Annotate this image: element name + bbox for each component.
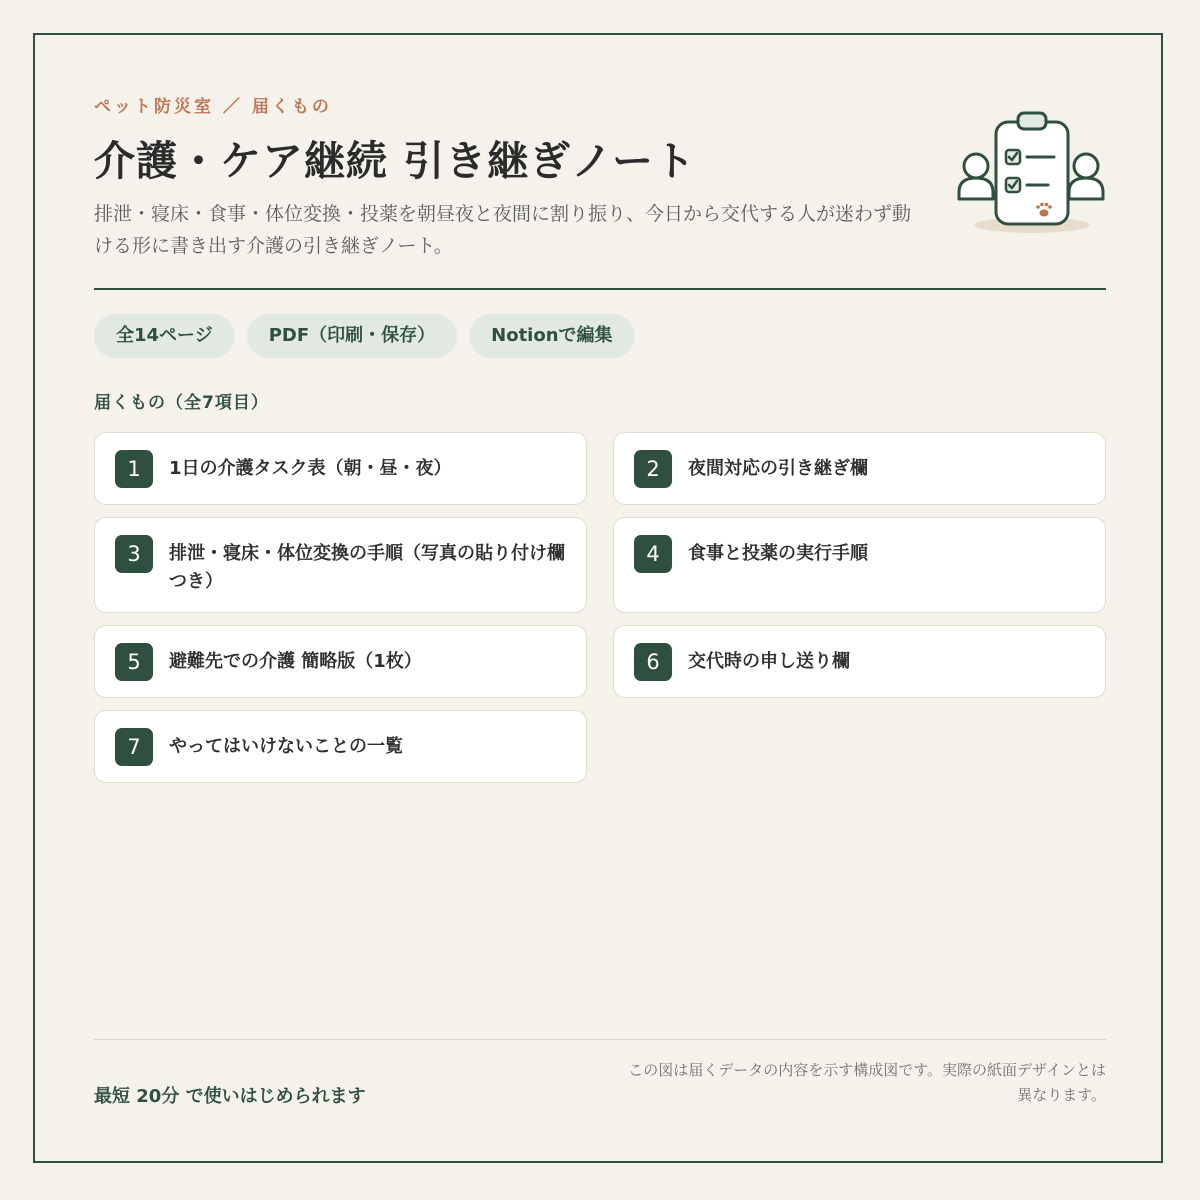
list-item xyxy=(94,432,587,505)
clipboard-checklist-icon xyxy=(950,104,1116,238)
item-number: 3 xyxy=(115,535,153,573)
header-divider xyxy=(94,288,1106,290)
list-item xyxy=(94,517,587,613)
feature-chips xyxy=(94,314,635,358)
item-number: 1 xyxy=(115,450,153,488)
page-title: 介護・ケア継続 引き継ぎノート xyxy=(94,137,697,185)
item-number: 5 xyxy=(115,643,153,681)
item-label: 夜間対応の引き継ぎ欄 xyxy=(688,458,868,479)
page-description: 排泄・寝床・食事・体位変換・投薬を朝昼夜と夜間に割り振り、今日から交代する人が迷わず動ける形に書き出す介護の引き継ぎノート。 xyxy=(94,203,912,257)
list-item xyxy=(94,710,587,783)
setup-time-note: 最短 20分 で使いはじめられます xyxy=(94,1086,366,1107)
list-item xyxy=(613,517,1106,613)
breadcrumb: ペット防災室 ／ 届くもの xyxy=(94,97,332,117)
item-label: 避難先での介護 簡略版（1枚） xyxy=(169,651,422,672)
contents-heading: 届くもの（全7項目） xyxy=(94,393,269,413)
list-item xyxy=(613,625,1106,698)
item-number: 2 xyxy=(634,450,672,488)
list-item xyxy=(94,625,587,698)
disclaimer-note: この図は届くデータの内容を示す構成図です。実際の紙面デザインとは異なります。 xyxy=(628,1061,1106,1104)
item-number: 6 xyxy=(634,643,672,681)
item-number: 4 xyxy=(634,535,672,573)
chip-notion: Notionで編集 xyxy=(469,314,634,358)
item-label: やってはいけないことの一覧 xyxy=(169,736,403,757)
footer-divider xyxy=(94,1039,1106,1040)
chip-page-count: 全14ページ xyxy=(94,314,235,358)
chip-pdf: PDF（印刷・保存） xyxy=(247,314,457,358)
list-item xyxy=(613,432,1106,505)
item-label: 1日の介護タスク表（朝・昼・夜） xyxy=(169,458,452,479)
item-label: 排泄・寝床・体位変換の手順（写真の貼り付け欄つき） xyxy=(169,543,565,592)
item-label: 食事と投薬の実行手順 xyxy=(688,543,868,564)
item-label: 交代時の申し送り欄 xyxy=(688,651,850,672)
item-number: 7 xyxy=(115,728,153,766)
